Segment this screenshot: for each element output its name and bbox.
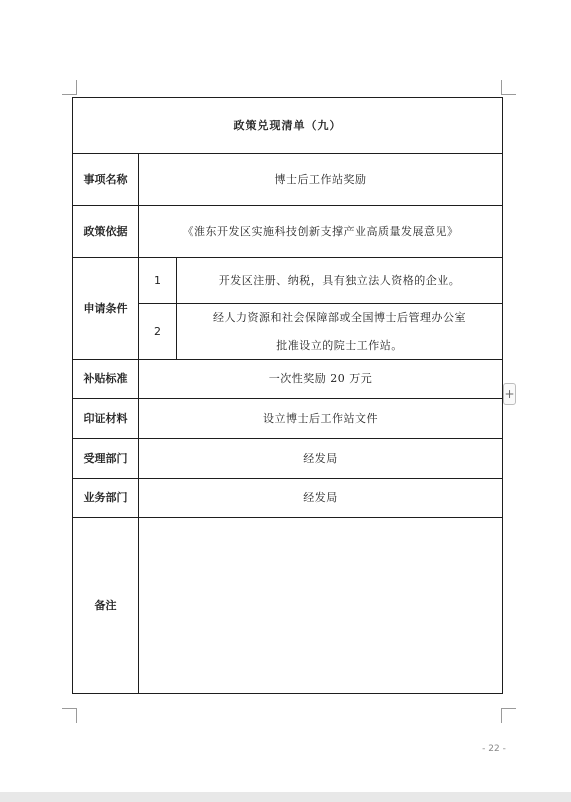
crop-mark-bottom-right <box>501 708 516 723</box>
table-row <box>73 439 503 479</box>
table-row <box>73 399 503 439</box>
condition-text[interactable]: 开发区注册、纳税，具有独立法人资格的企业。 <box>177 258 503 304</box>
table-row <box>73 518 503 694</box>
row-label-item-name: 事项名称 <box>73 154 139 206</box>
condition-text-line: 经人力资源和社会保障部或全国博士后管理办公室 <box>213 311 466 325</box>
row-value-materials[interactable]: 设立博士后工作站文件 <box>139 399 503 439</box>
row-value-policy-basis[interactable]: 《淮东开发区实施科技创新支撑产业高质量发展意见》 <box>139 206 503 258</box>
add-row-button[interactable]: + <box>503 383 516 405</box>
row-value-accepting-dept[interactable]: 经发局 <box>139 439 503 479</box>
policy-table <box>72 97 503 694</box>
table-row <box>73 360 503 399</box>
table-row <box>73 479 503 518</box>
row-label-remarks: 备注 <box>73 518 139 694</box>
table-row <box>73 206 503 258</box>
row-label-policy-basis: 政策依据 <box>73 206 139 258</box>
crop-mark-top-right <box>501 80 516 95</box>
crop-mark-bottom-left <box>62 708 77 723</box>
condition-number: 2 <box>139 304 177 360</box>
condition-text-line: 批准设立的院士工作站。 <box>276 338 403 352</box>
row-value-item-name[interactable]: 博士后工作站奖励 <box>139 154 503 206</box>
page-title: 政策兑现清单（九） <box>73 98 503 154</box>
row-value-subsidy[interactable]: 一次性奖励 20 万元 <box>139 360 503 399</box>
row-label-conditions: 申请条件 <box>73 258 139 360</box>
row-label-materials: 印证材料 <box>73 399 139 439</box>
row-value-business-dept[interactable]: 经发局 <box>139 479 503 518</box>
page-number: - 22 - <box>482 744 506 754</box>
bottom-scroll-band <box>0 792 571 802</box>
document-page <box>72 97 502 693</box>
condition-number: 1 <box>139 258 177 304</box>
table-row <box>73 154 503 206</box>
table-row <box>73 258 503 304</box>
condition-text[interactable] <box>177 304 503 360</box>
crop-mark-top-left <box>62 80 77 95</box>
row-label-accepting-dept: 受理部门 <box>73 439 139 479</box>
title-row <box>73 98 503 154</box>
row-label-business-dept: 业务部门 <box>73 479 139 518</box>
row-label-subsidy: 补贴标准 <box>73 360 139 399</box>
row-value-remarks[interactable] <box>139 518 503 694</box>
